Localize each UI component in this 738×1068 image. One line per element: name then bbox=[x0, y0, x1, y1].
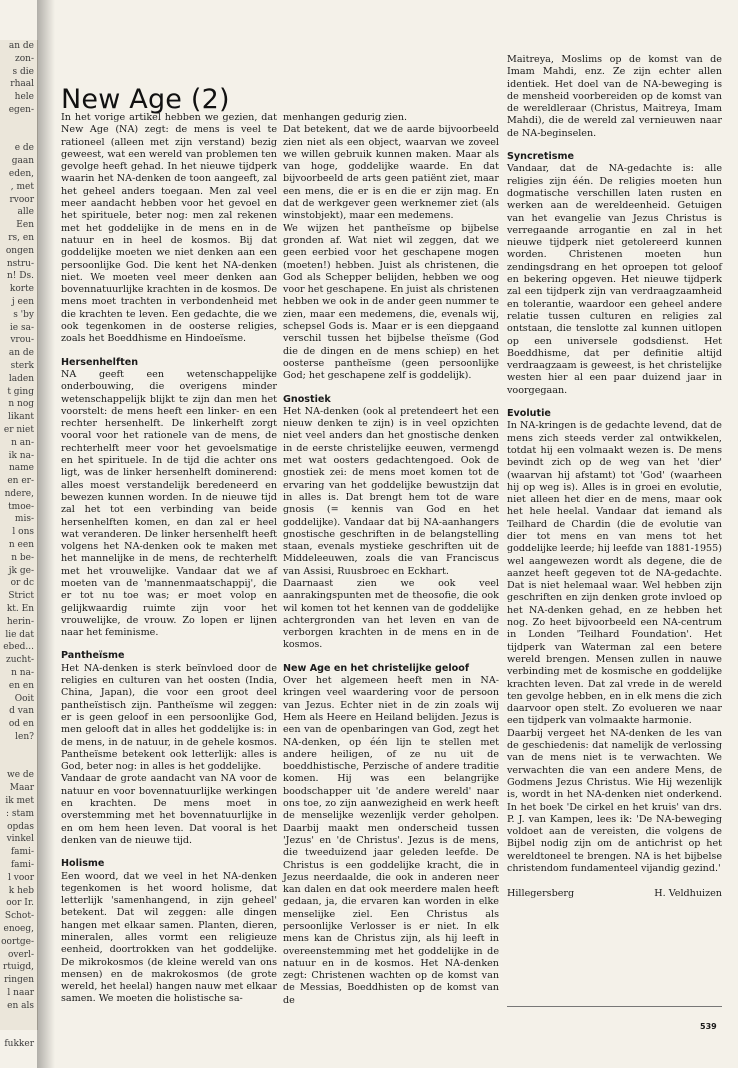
paragraph: Vandaar, dat de NA-gedachte is: alle religies zijn één. De religies moeten hun dogmatische verschillen laten rusten en werken aan de wereldeenheid. Getuigen van het evangelie van Jezus Christus is verregaande arrogantie en zal in het nieuwe tijdperk niet getolereerd kunnen worden. Christenen moeten hun zendingsdrang en het oproepen tot geloof en bekering opgeven. Het nieuwe tijdperk zal een tijdperk zijn van verdraagzaamheid en tolerantie, waardoor een geheel andere relatie tussen culturen en religies zal ontstaan, die tenslotte zal kunnen uitlopen op een universele godsdienst. Het Boeddhisme, dat per definitie altijd verdraagzaam is geweest, is het christelijke westen hier al een paar duizend jaar in voorgegaan. bbox=[507, 163, 722, 396]
edge-text-line: nstru- bbox=[6, 258, 34, 269]
signature bbox=[507, 888, 722, 900]
page-number: 539 bbox=[700, 1022, 717, 1031]
section-heading: Pantheïsme bbox=[61, 650, 125, 662]
edge-text-line: eden, bbox=[8, 168, 34, 179]
edge-text-line: , met bbox=[10, 181, 34, 192]
edge-text-line: k heb bbox=[8, 885, 34, 896]
edge-text-line: overl- bbox=[7, 949, 34, 960]
paragraph: menhangen gedurig zien. bbox=[283, 112, 408, 123]
paragraph: NA geeft een wetenschappelijke onderbouwing, die overigens minder wetenschappelijk blijkt te zijn dan men het voorstelt: de mens heeft een linker- en een rechter hersenhelft. De linkerhelft zorgt vooral voor het rationele van de mens, de rechterhelft meer voor het gevoelsmatige en het spirituele. In de tijd die achter ons ligt, was de linker hersenhelft dominerend: alles moest verstandelijk beredeneerd en bewezen kunnen worden. In de nieuwe tijd zal het tot een verbinding van beide hersenhelften komen, en dan zal er heel wat veranderen. De linker hersenhelft heeft volgens het NA-denken ook te maken met het mannelijke in de mens, de rechterhelft met het vrouwelijke. Vandaar dat we af moeten van de 'mannenmaatschappij', die er tot nu toe was; er moet volop en gelijkwaardig ruimte zijn voor het vrouwelijke, de vrouw. Zo lopen er lijnen naar het feminisme. bbox=[61, 368, 277, 639]
signature-author: H. Veldhuizen bbox=[654, 888, 722, 900]
article-column-2 bbox=[283, 112, 499, 1007]
edge-text-line: jk ge- bbox=[8, 565, 34, 576]
paragraph: In het vorige artikel hebben we gezien, dat New Age (NA) zegt: de mens is veel te rationeel (alleen met zijn verstand) bezig geweest, wat een wereld van problemen ten gevolge heeft gehad. In het nieuwe tijdperk waarin het NA-denken de toon aangeeft, zal het geheel anders toegaan. Men zal veel meer aandacht hebben voor het gevoel en het spirituele, beter nog: men zal rekenen met het goddelijke in de mens en in de natuur en in heel de kosmos. Bij dat goddelijke moeten we niet denken aan een persoonlijke God. Die kent het NA-denken niet. We moeten veel meer denken aan bovennatuurlijke krachten in de kosmos. De mens moet trachten in verbondenheid met die krachten te leven. Een gedachte, die we ook tegenkomen in de oosterse religies, zoals het Boeddhisme en Hindoeïsme. bbox=[61, 112, 277, 345]
paragraph: Over het algemeen heeft men in NA-kringen veel waardering voor de persoon van Jezus. Echter niet in de zin zoals wij Hem als Heere en Heiland belijden. Jezus is een van de openbaringen van God, zegt het NA-denken, op één lijn te stellen met andere heiligen, of ze nu uit de boeddhistische, Perzische of andere traditie komen. Hij was een belangrijke boodschapper uit 'de andere wereld' naar ons toe, zo zijn aanwezigheid en werk heeft de menselijke wezenlijk verder geholpen. Daarbij maakt men onderscheid tussen 'Jezus' en 'de Christus'. Jezus is de mens, die tweeduizend jaar geleden leefde. De Christus is een goddelijke kracht, die in Jezus neerdaalde, die ook in anderen neer kan dalen en dat ook meerdere malen heeft gedaan, ja, die ervaren kan worden in elke menselijke ziel. Een Christus als persoonlijke Verlosser is er niet. In elk mens kan de Christus zijn, als hij leeft in overeenstemming met het goddelijke in de natuur en in de kosmos. Het NA-denken zegt: Christenen wachten op de komst van de Messias, Boeddhisten op de komst van de bbox=[283, 675, 499, 1006]
adjacent-page-edge bbox=[0, 40, 38, 1050]
edge-text-line: Ooit bbox=[14, 693, 34, 704]
edge-text-line: gaan bbox=[11, 156, 34, 167]
signature-place: Hillegersberg bbox=[507, 888, 575, 900]
edge-text-line: Schot- bbox=[4, 911, 34, 922]
edge-text-line: egen- bbox=[8, 104, 34, 115]
edge-text-line bbox=[0, 1013, 37, 1026]
edge-text-line: mis- bbox=[14, 514, 34, 525]
edge-text-line bbox=[0, 130, 37, 143]
edge-text-line: l voor bbox=[8, 872, 34, 883]
article-column-3-body bbox=[507, 54, 722, 875]
article-column-3 bbox=[507, 54, 722, 901]
edge-text-line: likant bbox=[8, 412, 34, 423]
edge-text-line: vinkel bbox=[6, 834, 34, 845]
edge-text-line: herin- bbox=[6, 616, 34, 627]
edge-text-line: n be- bbox=[11, 552, 34, 563]
edge-text-line: name bbox=[8, 463, 34, 474]
edge-text-line: en en bbox=[8, 680, 34, 691]
edge-text-line: laden bbox=[8, 373, 34, 384]
section-heading: Evolutie bbox=[507, 408, 551, 420]
edge-text-line: n een bbox=[8, 540, 34, 551]
section-heading: Hersenhelften bbox=[61, 356, 139, 368]
edge-text-line: n nog bbox=[8, 399, 34, 410]
edge-text-line: rtuigd, bbox=[3, 962, 34, 973]
edge-text-line: ik met bbox=[5, 796, 34, 807]
footer-rule bbox=[507, 1006, 722, 1007]
edge-text-line: an de bbox=[8, 41, 34, 51]
edge-text-line: l naar bbox=[7, 987, 34, 998]
edge-text-line: ndere, bbox=[4, 488, 34, 499]
paragraph: Daarnaast zien we ook veel aanrakingspunten met de theosofie, die ook wil komen tot het kennen van de goddelijke achtergronden van het leven en van de verborgen krachten in de mens en in de kosmos. bbox=[283, 577, 499, 651]
paragraph: Vandaar de grote aandacht van NA voor de natuur en voor bovennatuurlijke werkingen en krachten. De mens moet in overstemming met het bovennatuurlijke in en om hem heen leven. Dat vooral is het denken van de nieuwe tijd. bbox=[61, 773, 277, 846]
paragraph: We wijzen het pantheïsme op bijbelse gronden af. Wat niet wil zeggen, dat we geen eerbied voor het geschapene mogen (moeten!) hebben. Juist als christenen, die God als Schepper belijden, hebben we oog voor het geschapene. En juist als christenen hebben we ook in de ander geen nummer te zien, maar een medemens, die, evenals wij, schepsel Gods is. Maar er is een diepgaand verschil tussen het bijbelse theïsme (God die de dingen en de mens schiep) en het oosterse pantheïsme (geen persoonlijke God; het geschapene zelf is goddelijk). bbox=[283, 222, 499, 382]
section-heading: Gnostiek bbox=[283, 393, 331, 405]
edge-text-line: korte bbox=[9, 284, 34, 295]
edge-text-line: er niet bbox=[3, 424, 34, 435]
paragraph: Maitreya, Moslims op de komst van de Imam Mahdi, enz. Ze zijn echter allen identiek. Het doel van de NA-beweging is de mensheid voorbereiden op de komst van de wereldleraar (Christus, Maitreya, Imam Mahdi), die de wereld zal vernieuwen naar de NA-beginselen. bbox=[507, 54, 722, 139]
edge-text-line: ie sa- bbox=[9, 322, 34, 333]
edge-text-line: len? bbox=[15, 732, 34, 743]
edge-text-line: fami- bbox=[10, 860, 34, 870]
edge-text-line: zon- bbox=[15, 53, 34, 64]
edge-text-line: oortge- bbox=[1, 936, 34, 947]
edge-text-line: rvoor bbox=[9, 194, 34, 205]
paragraph: Daarbij vergeet het NA-denken de les van de geschiedenis: dat namelijk de verlossing van de mens niet is te verwachten. We verwachten die van een andere Mens, de Godmens Jezus Christus. Wie Hij wezenlijk is, wordt in het NA-denken niet onderkend. In het boek 'De cirkel en het kruis' van drs. P. J. van Kampen, lees ik: 'De NA-beweging voldoet aan de vereisten, die volgens de Bijbel nodig zijn om de antichrist op het wereldtoneel te brengen. NA is het bijbelse christendom fundamenteel vijandig gezind.' bbox=[507, 727, 722, 874]
edge-text-line: or dc bbox=[10, 578, 34, 589]
edge-text-line: fami- bbox=[10, 847, 34, 858]
binding-gutter-shadow bbox=[37, 0, 55, 1068]
edge-text-line: en er- bbox=[7, 476, 34, 487]
paragraph: In NA-kringen is de gedachte levend, dat de mens zich steeds verder zal ontwikkelen, totdat hij een volmaakt wezen is. De mens bevindt zich op de weg van het 'dier' (waarvan hij afstamt) tot 'God' (waarheen hij op weg is). Alles is in groei en evolutie, niet alleen het dier en de mens, maar ook het hele heelal. Vandaar dat iemand als Teilhard de Chardin (die de evolutie van dier tot mens en van mens tot het goddelijke leerde; hij leefde van 1881-1955) wel aangewezen wordt als degene, die de aanzet heeft gegeven tot de NA-gedachte. Dat is niet helemaal waar. Wel hebben zijn geschriften en zijn denken grote invloed op het NA-denken gehad, en ze hebben het nog. Zo heet bijvoorbeeld een NA-centrum in Londen 'Teilhard Foundation'. Het tijdperk van Waterman zal een betere wereld brengen. Mensen zullen in nauwe verbinding met de kosmische en goddelijke krachten leven. Dat zal vrede in de wereld ten gevolge hebben, en in elk mens die zich daarvoor open stelt. Zo evolueren we naar een tijdperk van volmaakte harmonie. bbox=[507, 420, 722, 727]
edge-text-line: t ging bbox=[7, 386, 34, 397]
edge-text-line: s 'by bbox=[13, 309, 34, 320]
edge-text-line: ebed... bbox=[3, 642, 34, 653]
edge-text-line: hele bbox=[14, 92, 34, 103]
edge-text-line: fukker bbox=[4, 1039, 34, 1050]
article-column-1 bbox=[61, 112, 277, 1006]
edge-text-line: e de bbox=[14, 143, 34, 154]
edge-text-line: alle bbox=[17, 207, 34, 218]
edge-text-line: lie dat bbox=[5, 629, 34, 640]
edge-text-line: s die bbox=[12, 66, 34, 77]
edge-text-line: : stam bbox=[5, 808, 34, 819]
edge-text-line: we de bbox=[7, 770, 34, 781]
edge-text-line: ringen bbox=[4, 975, 34, 986]
edge-text-line: n na- bbox=[11, 668, 34, 679]
edge-text-line: kt. En bbox=[6, 604, 34, 615]
section-heading: Syncretisme bbox=[507, 151, 575, 163]
article-title: New Age (2) bbox=[61, 84, 230, 115]
edge-text-line bbox=[0, 757, 37, 770]
edge-text-line: oor Ir. bbox=[6, 898, 34, 909]
edge-text-line bbox=[0, 117, 37, 130]
edge-text-line: sterk bbox=[10, 360, 34, 371]
section-heading: Holisme bbox=[61, 858, 105, 870]
edge-text-line: n! Ds. bbox=[7, 271, 34, 282]
edge-text-line: Een bbox=[16, 220, 34, 231]
edge-text-line: ik na- bbox=[8, 450, 34, 461]
edge-text-line: Maar bbox=[9, 783, 34, 794]
edge-text-line: d van bbox=[9, 706, 34, 717]
edge-text-line: od en bbox=[8, 719, 34, 730]
paragraph: Dat betekent, dat we de aarde bijvoorbeeld zien niet als een object, waarvan we zoveel we willen gebruik kunnen maken. Maar als van hoge, goddelijke waarde. En dat bijvoorbeeld de arts geen patiënt ziet, maar een mens, die er is en die er zijn mag. En dat de werkgever geen werknemer ziet (als winstobjekt), maar een medemens. bbox=[283, 124, 499, 222]
edge-text-line: en als bbox=[7, 1000, 34, 1011]
edge-text-line: enoeg, bbox=[3, 923, 34, 934]
edge-text-line: vrou- bbox=[10, 335, 34, 346]
edge-text-line: j een bbox=[11, 296, 34, 307]
edge-text-line: ongen bbox=[5, 245, 34, 256]
edge-text-line: n an- bbox=[11, 437, 34, 448]
edge-text-line: an de bbox=[8, 348, 34, 359]
edge-text-line bbox=[0, 1025, 37, 1038]
paragraph: Het NA-denken (ook al pretendeert het een nieuw denken te zijn) is in veel opzichten niet veel anders dan het gnostische denken in de eerste christelijke eeuwen, vermengd met wat oosters gedachtengoed. Ook de gnostiek zei: de mens moet komen tot de ervaring van het goddelijke bewustzijn dat in alles is. Dat brengt hem tot de ware gnosis (= kennis van God en het goddelijke). Vandaar dat bij NA-aanhangers gnostische geschriften in de belangstelling staan, evenals mystieke geschriften uit de Middeleeuwen, zoals die van Franciscus van Assisi, Ruusbroec en Eckhart. bbox=[283, 405, 499, 577]
edge-text-line: rs, en bbox=[8, 232, 34, 243]
edge-text-line: Strict bbox=[8, 591, 34, 602]
edge-text-line: tmoe- bbox=[8, 501, 34, 512]
paragraph: Het NA-denken is sterk beïnvloed door de religies en culturen van het oosten (India, China, Japan), die voor een groot deel pantheïstisch zijn. Pantheïsme wil zeggen: er is geen geloof in een persoonlijke God, men gelooft dat in alles het goddelijke is: in de mens, in de natuur, in de gehele kosmos. Pantheïsme betekent ook letterlijk: alles is God, beter nog: in alles is het goddelijke. bbox=[61, 662, 277, 773]
edge-text-line: l ons bbox=[12, 527, 34, 538]
edge-text-line bbox=[0, 744, 37, 757]
edge-text-line: rhaal bbox=[10, 79, 34, 90]
section-heading: New Age en het christelijke geloof bbox=[283, 662, 470, 674]
edge-text-line: zucht- bbox=[5, 655, 34, 666]
edge-text-line: opdas bbox=[7, 821, 34, 832]
paragraph: Een woord, dat we veel in het NA-denken tegenkomen is het woord holisme, dat letterlijk 'samenhangend, in zijn geheel' betekent. Dat wil zeggen: alle dingen hangen met elkaar samen. Planten, dieren, mineralen, alles vormt een religieuze eenheid, doortrokken van het goddelijke. De mikrokosmos (de kleine wereld van ons mensen) en de makrokosmos (de grote wereld, het heelal) hangen nauw met elkaar samen. We moeten die holistische sa- bbox=[61, 870, 277, 1005]
